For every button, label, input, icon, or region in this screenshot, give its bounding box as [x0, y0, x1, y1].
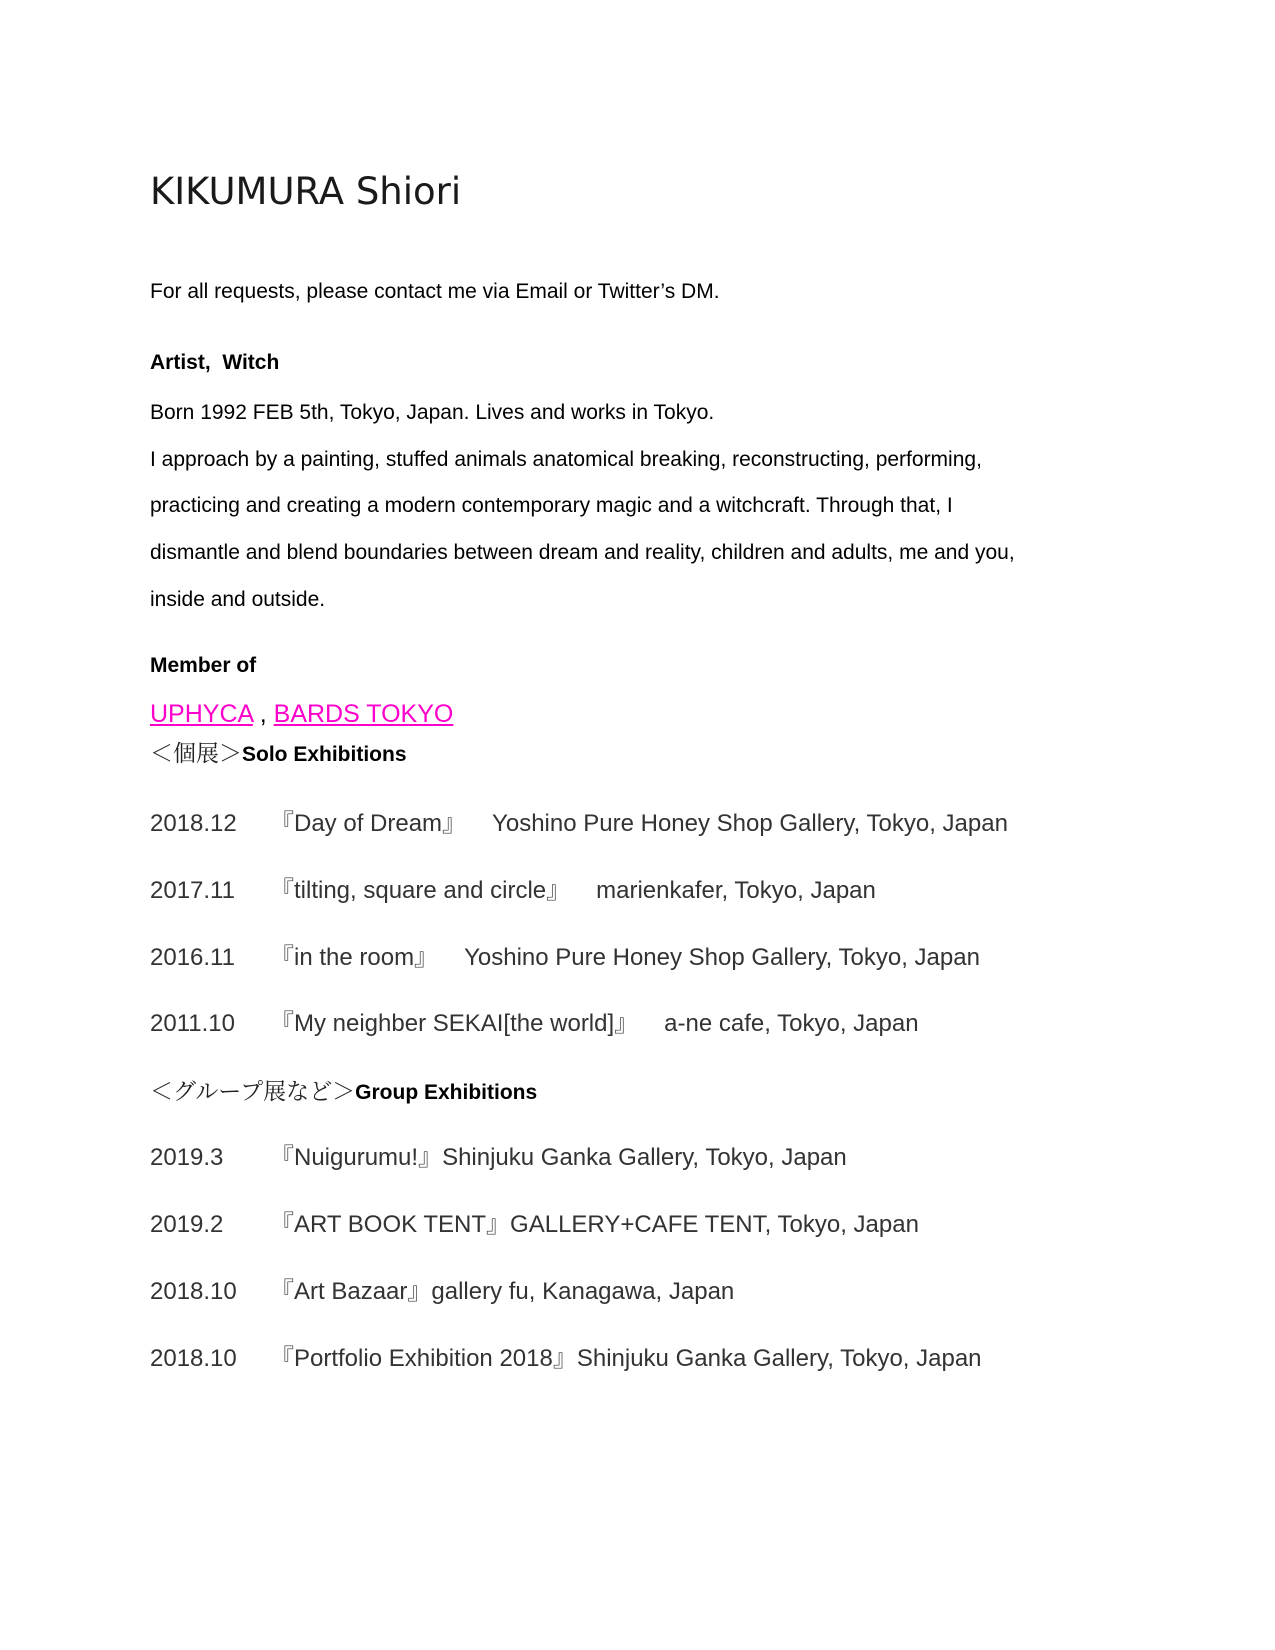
member-links	[150, 698, 453, 730]
exhibition-title: 『My neighber SEKAI[the world]』	[270, 1010, 639, 1037]
exhibition-date: 2018.12	[150, 810, 237, 837]
exhibition-venue: Shinjuku Ganka Gallery, Tokyo, Japan	[442, 1144, 847, 1171]
exhibition-venue: Shinjuku Ganka Gallery, Tokyo, Japan	[576, 1345, 982, 1372]
exhibition-title: 『Nuigurumu!』	[270, 1144, 443, 1171]
exhibition-venue: Yoshino Pure Honey Shop Gallery, Tokyo, Japan	[492, 810, 1008, 837]
uphyca-link[interactable]: UPHYCA	[150, 700, 253, 728]
exhibition-title: 『tilting, square and circle』	[270, 877, 571, 904]
exhibition-venue: a-ne cafe, Tokyo, Japan	[664, 1010, 919, 1037]
bio-line: dismantle and blend boundaries between dream and reality, children and adults, me and you,	[150, 541, 1015, 565]
solo-exhibition-item	[150, 942, 980, 974]
bards-tokyo-link[interactable]: BARDS TOKYO	[273, 700, 454, 728]
bio-line: inside and outside.	[150, 587, 326, 611]
group-exhibitions-heading	[150, 1077, 537, 1108]
exhibition-date: 2018.10	[150, 1345, 237, 1372]
group-heading-en: Group Exhibitions	[355, 1081, 538, 1104]
group-exhibition-item	[150, 1142, 847, 1174]
bio-line: I approach by a painting, stuffed animals anatomical breaking, reconstructing, performing,	[150, 447, 982, 471]
role-heading: Artist, Witch	[150, 351, 280, 374]
group-heading-jp: ＜グループ展など＞	[150, 1079, 356, 1105]
solo-exhibitions-heading	[150, 739, 407, 770]
exhibition-date: 2017.11	[150, 877, 235, 904]
contact-note: For all requests, please contact me via Email or Twitter’s DM.	[150, 280, 720, 303]
group-exhibition-item	[150, 1343, 982, 1375]
exhibition-venue: GALLERY+CAFE TENT, Tokyo, Japan	[510, 1211, 919, 1238]
exhibition-title: 『in the room』	[270, 944, 439, 971]
exhibition-date: 2016.11	[150, 944, 235, 971]
exhibition-venue: gallery fu, Kanagawa, Japan	[431, 1278, 735, 1305]
solo-exhibition-item	[150, 1008, 919, 1040]
bio-line: Born 1992 FEB 5th, Tokyo, Japan. Lives and works in Tokyo.	[150, 401, 715, 424]
exhibition-title: 『Art Bazaar』	[270, 1278, 432, 1305]
exhibition-title: 『Day of Dream』	[270, 810, 467, 837]
bio-line: practicing and creating a modern contemporary magic and a witchcraft. Through that, I	[150, 494, 953, 518]
biography	[150, 390, 1150, 624]
exhibition-date: 2019.3	[150, 1144, 224, 1171]
solo-exhibition-item	[150, 875, 876, 907]
member-of-heading: Member of	[150, 654, 257, 677]
exhibition-title: 『ART BOOK TENT』	[270, 1211, 511, 1238]
page-title: KIKUMURA Shiori	[150, 170, 462, 213]
exhibition-date: 2019.2	[150, 1211, 224, 1238]
exhibition-title: 『Portfolio Exhibition 2018』	[270, 1345, 577, 1372]
exhibition-date: 2011.10	[150, 1010, 235, 1037]
exhibition-venue: marienkafer, Tokyo, Japan	[596, 877, 876, 904]
exhibition-venue: Yoshino Pure Honey Shop Gallery, Tokyo, Japan	[464, 944, 980, 971]
solo-heading-jp: ＜個展＞	[150, 741, 242, 767]
group-exhibition-item	[150, 1276, 734, 1308]
exhibition-date: 2018.10	[150, 1278, 237, 1305]
group-exhibition-item	[150, 1209, 919, 1241]
solo-heading-en: Solo Exhibitions	[242, 743, 407, 766]
solo-exhibition-item	[150, 808, 1008, 840]
link-separator: ,	[252, 700, 274, 728]
